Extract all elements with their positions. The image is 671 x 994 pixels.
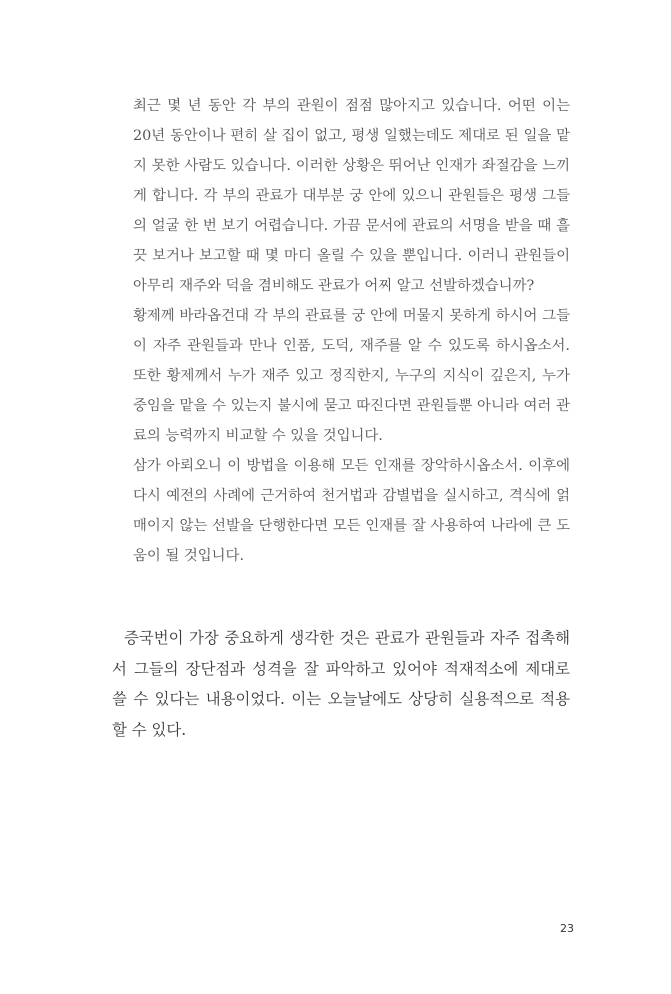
commentary-paragraph: 증국번이 가장 중요하게 생각한 것은 관료가 관원들과 자주 접촉해서 그들의 장단점과 성격을 잘 파악하고 있어야 적재적소에 제대로 쓸 수 있다는 내용이었다. 이는 오늘날에도 상당히 실용적으로 적용할 수 있다. <box>112 629 570 739</box>
quote-paragraph-1: 최근 몇 년 동안 각 부의 관원이 점점 많아지고 있습니다. 어떤 이는 20년 동안이나 편히 살 집이 없고, 평생 일했는데도 제대로 된 일을 맡지 못한 사람도 있습니다. 이러한 상황은 뛰어난 인재가 좌절감을 느끼게 합니다. 각 부의 관료가 대부분 궁 안에 있으니 관원들은 평생 그들의 얼굴 한 번 보기 어렵습니다. 가끔 문서에 관료의 서명을 받을 때 흘끗 보거나 보고할 때 몇 마디 올릴 수 있을 뿐입니다. 이러니 관원들이 아무리 재주와 덕을 겸비해도 관료가 어찌 알고 선발하겠습니까? <box>133 98 570 294</box>
quote-paragraph-3: 삼가 아뢰오니 이 방법을 이용해 모든 인재를 장악하시옵소서. 이후에 다시 예전의 사례에 근거하여 천거법과 감별법을 실시하고, 격식에 얽매이지 않는 선발을 단행한다면 모든 인재를 잘 사용하여 나라에 큰 도움이 될 것입니다. <box>133 458 570 564</box>
commentary-block <box>112 623 570 745</box>
quote-paragraph-2: 황제께 바라옵건대 각 부의 관료를 궁 안에 머물지 못하게 하시어 그들이 자주 관원들과 만나 인품, 도덕, 재주를 알 수 있도록 하시옵소서. 또한 황제께서 누가 재주 있고 정직한지, 누구의 지식이 깊은지, 누가 중임을 맡을 수 있는지 불시에 묻고 따진다면 관원들뿐 아니라 여러 관료의 능력까지 비교할 수 있을 것입니다. <box>133 308 570 444</box>
page-number: 23 <box>560 922 574 935</box>
memorial-quote-block <box>133 91 570 571</box>
